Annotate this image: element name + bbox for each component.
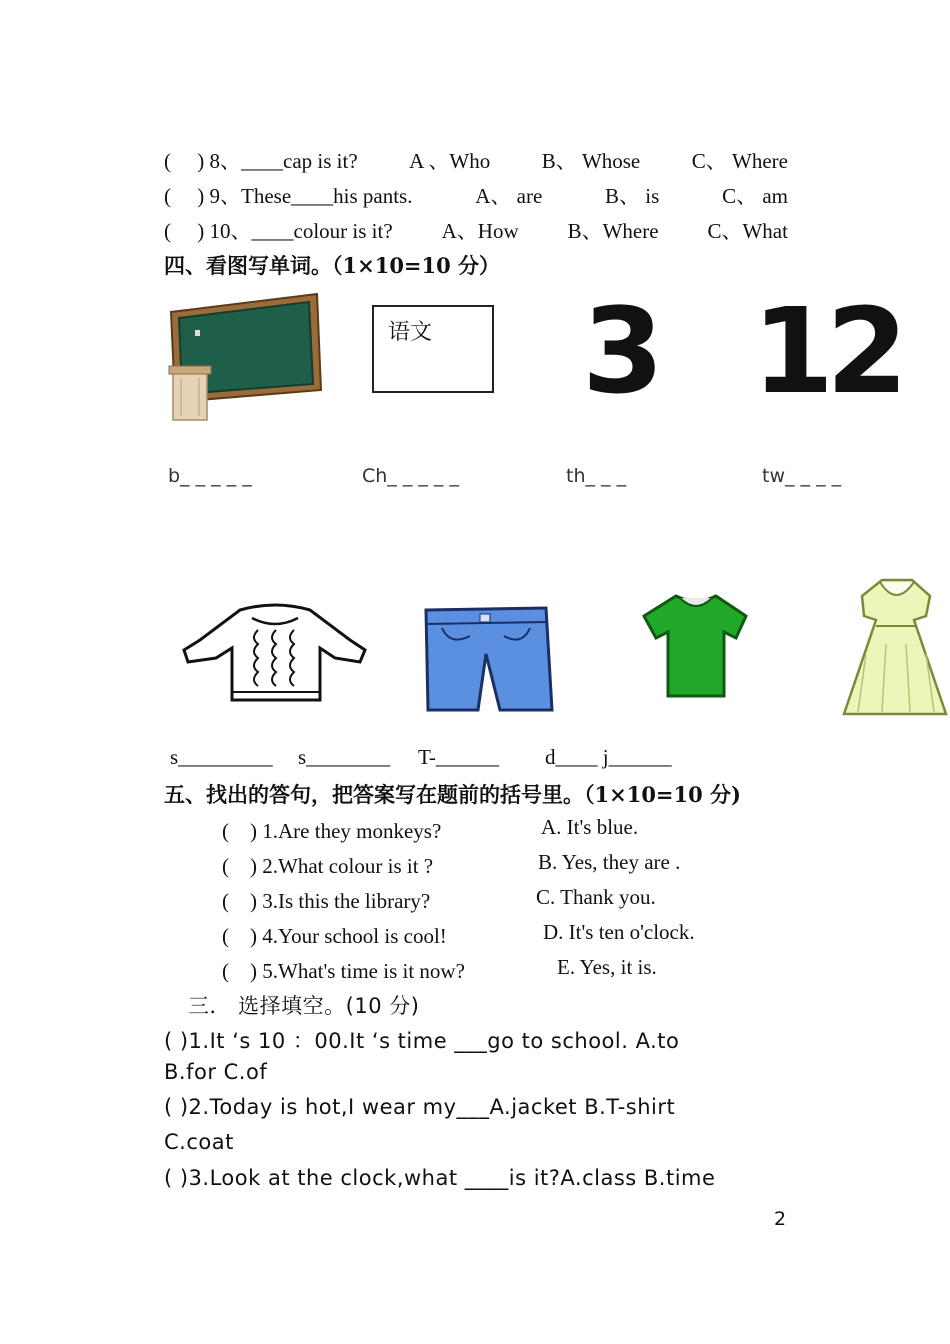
option-b: B、 Whose (541, 149, 641, 173)
question-text: 8、____cap is it? (209, 149, 358, 173)
question-text: 3.Is this the library? (262, 889, 431, 913)
question-text: 10、____colour is it? (209, 219, 393, 243)
option-c: C、 Where (691, 149, 788, 173)
section5-heading: 五、找出的答句，把答案写在题前的括号里。（1×10=10 分) (164, 782, 741, 807)
match-question-1 (222, 815, 441, 845)
blank-shorts[interactable]: s________ (298, 745, 391, 769)
question-text: 2.What colour is it ? (262, 854, 434, 878)
option-b: B、 is (605, 184, 660, 208)
blank-chinese[interactable]: Ch_ _ _ _ _ (362, 465, 459, 487)
mc-line-9 (164, 180, 788, 210)
match-question-3 (222, 885, 430, 915)
blank-dress[interactable]: d____ j______ (545, 745, 672, 769)
chinese-box (372, 305, 494, 393)
match-answer-e: E. Yes, it is. (557, 955, 657, 979)
blank-three[interactable]: th_ _ _ (566, 465, 627, 487)
option-b: B、Where (567, 219, 659, 243)
answer-paren[interactable]: ( ) (222, 819, 257, 843)
section4-heading: 四、看图写单词。（1×10=10 分） (164, 253, 501, 278)
fill-line-2: ( )2.Today is hot,I wear my___A.jacket B.T-shirt (164, 1095, 676, 1119)
answer-paren[interactable]: ( ) (164, 184, 205, 208)
section3b-heading: 三． 选择填空。(10 分) (188, 994, 420, 1018)
fill-line-3: ( )3.Look at the clock,what ____is it?A.class B.time (164, 1166, 716, 1190)
option-a: A、How (441, 219, 519, 243)
shorts-picture (420, 606, 560, 716)
question-text: 5.What's time is it now? (262, 959, 465, 983)
blank-tshirt[interactable]: T-______ (418, 745, 499, 769)
option-c: C、 am (722, 184, 788, 208)
question-text: 9、These____his pants. (209, 184, 413, 208)
question-text: 1.Are they monkeys? (262, 819, 442, 843)
blank-twelve[interactable]: tw_ _ _ _ (762, 465, 842, 487)
box-label: 语文 (388, 320, 433, 345)
tshirt-picture (640, 590, 752, 700)
blank-blackboard[interactable]: b_ _ _ _ _ (168, 465, 252, 487)
page-number: 2 (774, 1208, 787, 1230)
fill-line-1-cont: B.for C.of (164, 1060, 268, 1084)
match-answer-a: A. It's blue. (541, 815, 639, 839)
answer-paren[interactable]: ( ) (222, 959, 257, 983)
match-answer-b: B. Yes, they are . (538, 850, 681, 874)
match-answer-c: C. Thank you. (536, 885, 656, 909)
dress-picture (842, 574, 950, 724)
blank-sweater[interactable]: s_________ (170, 745, 273, 769)
answer-paren[interactable]: ( ) (222, 889, 257, 913)
match-question-2 (222, 850, 433, 880)
mc-line-10 (164, 215, 788, 245)
answer-paren[interactable]: ( ) (164, 219, 205, 243)
blackboard-picture (165, 290, 325, 440)
answer-paren[interactable]: ( ) (222, 854, 257, 878)
sweater-picture (180, 600, 370, 710)
answer-paren[interactable]: ( ) (222, 924, 257, 948)
option-a: A、 are (475, 184, 543, 208)
option-c: C、What (707, 219, 788, 243)
match-answer-d: D. It's ten o'clock. (543, 920, 695, 944)
number-three: 3 (582, 282, 665, 420)
answer-paren[interactable]: ( ) (164, 149, 205, 173)
match-question-5 (222, 955, 465, 985)
fill-line-2-cont: C.coat (164, 1130, 234, 1154)
question-text: 4.Your school is cool! (262, 924, 447, 948)
fill-line-1: ( )1.It ‘s 10 ：00.It ‘s time ___go to school. A.to (164, 1029, 680, 1053)
mc-line-8 (164, 145, 788, 175)
match-question-4 (222, 920, 447, 950)
number-twelve: 12 (752, 282, 901, 420)
option-a: A 、Who (409, 149, 491, 173)
